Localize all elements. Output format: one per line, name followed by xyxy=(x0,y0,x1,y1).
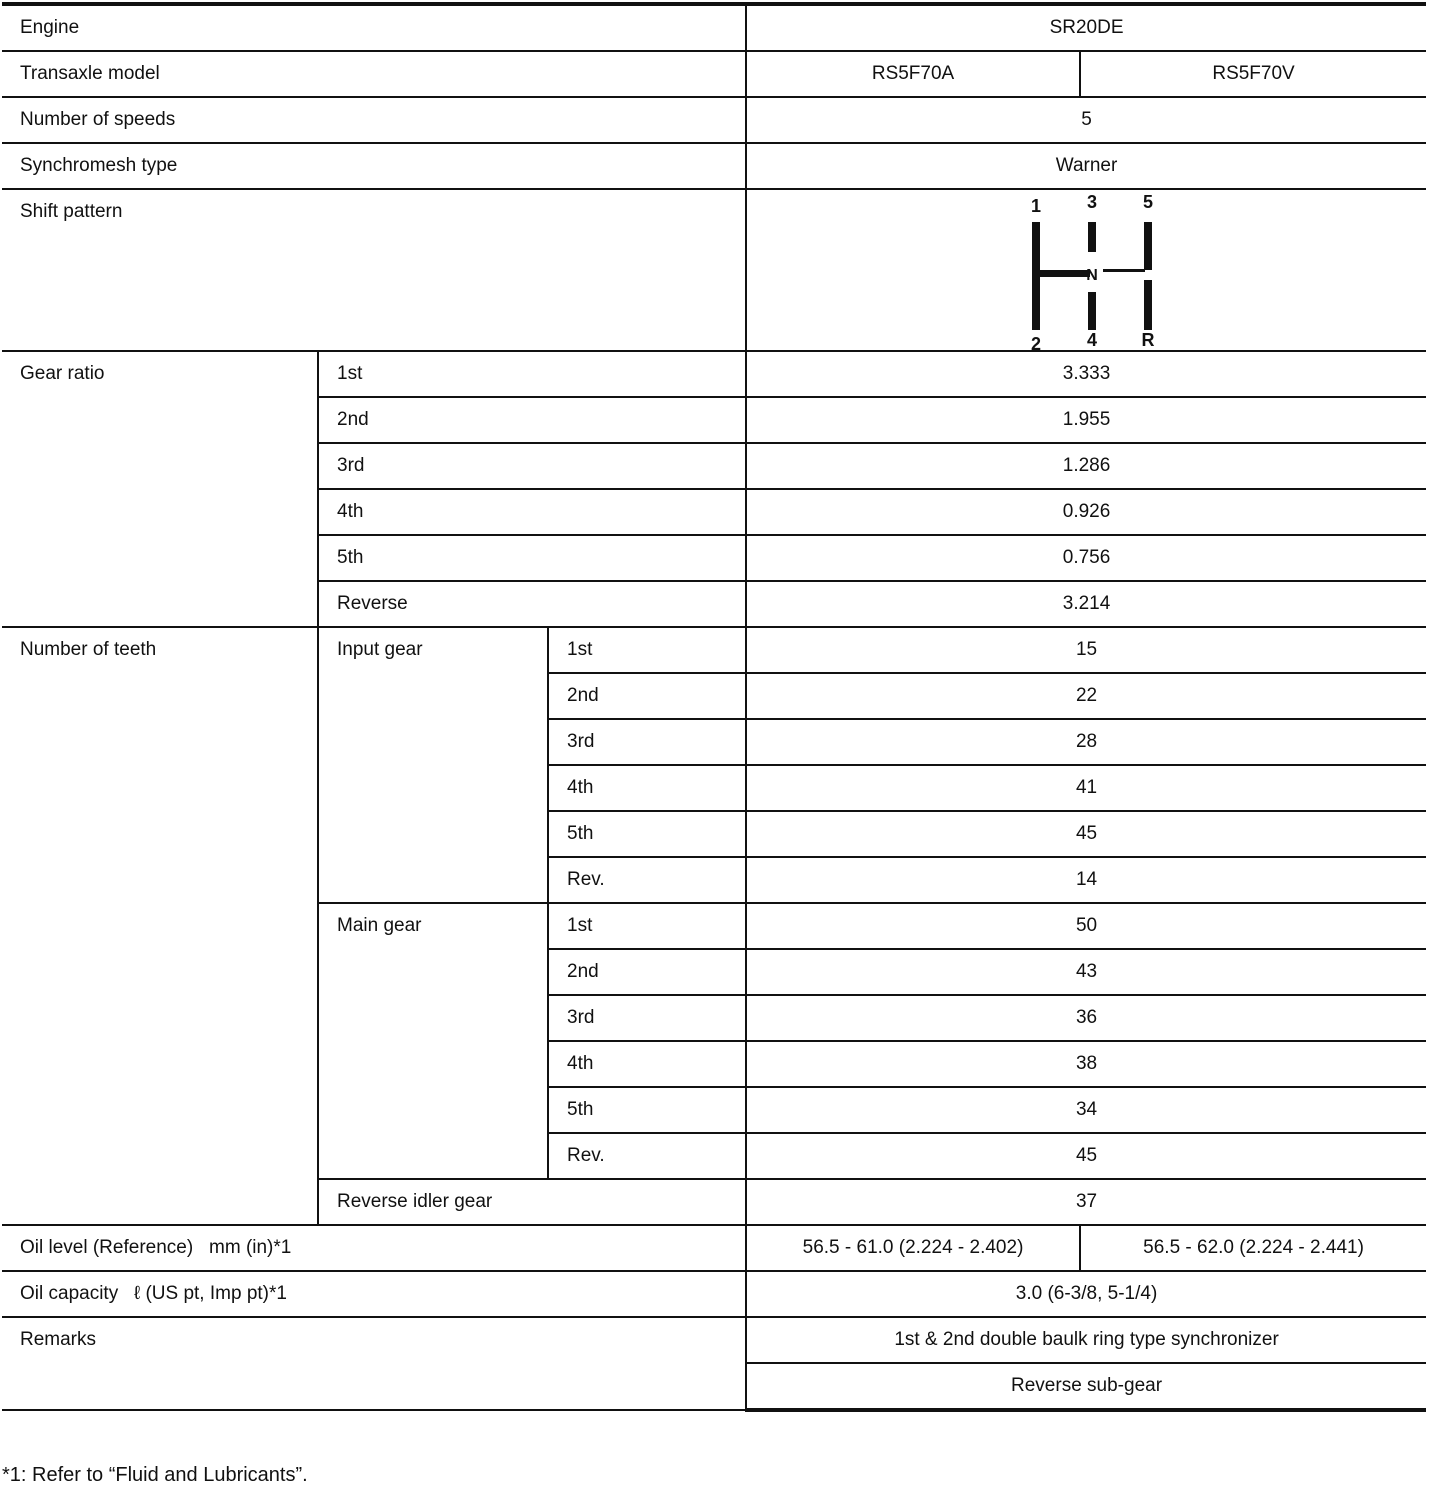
gate-link-right xyxy=(1103,269,1145,272)
oil-capacity-label: Oil capacity ℓ (US pt, Imp pt)*1 xyxy=(2,1271,746,1317)
reverse-idler-value: 37 xyxy=(746,1179,1426,1225)
input-gear-gear: Rev. xyxy=(548,857,746,903)
gear-ratio-gear: 1st xyxy=(318,351,746,397)
main-gear-gear: 5th xyxy=(548,1087,746,1133)
gear-ratio-label: Gear ratio xyxy=(2,351,318,627)
speeds-value: 5 xyxy=(746,97,1426,143)
oil-level-row xyxy=(2,1225,1426,1271)
shift-label-3: 3 xyxy=(1086,192,1097,212)
main-gear-gear: 1st xyxy=(548,903,746,949)
shift-pattern-label: Shift pattern xyxy=(2,189,746,351)
gate-r xyxy=(1144,280,1152,330)
remarks-row xyxy=(2,1317,1426,1363)
input-gear-gear: 5th xyxy=(548,811,746,857)
shift-label-n: N xyxy=(1085,267,1098,284)
main-gear-label: Main gear xyxy=(318,903,548,1179)
gear-ratio-value: 0.926 xyxy=(746,489,1426,535)
shift-pattern-diagram xyxy=(997,190,1177,350)
gear-ratio-gear: 5th xyxy=(318,535,746,581)
main-gear-gear: 2nd xyxy=(548,949,746,995)
gate-5 xyxy=(1144,222,1152,270)
gate-4 xyxy=(1088,292,1096,330)
shift-pattern-cell xyxy=(746,189,1426,351)
input-gear-value: 41 xyxy=(746,765,1426,811)
footnote: *1: Refer to “Fluid and Lubricants”. xyxy=(2,1464,308,1486)
shift-label-1: 1 xyxy=(1030,196,1041,216)
main-gear-value: 38 xyxy=(746,1041,1426,1087)
gate-3 xyxy=(1088,222,1096,252)
main-gear-value: 34 xyxy=(746,1087,1426,1133)
transaxle-model-a: RS5F70A xyxy=(746,51,1080,97)
gear-ratio-value: 0.756 xyxy=(746,535,1426,581)
input-gear-value: 14 xyxy=(746,857,1426,903)
main-gear-value: 43 xyxy=(746,949,1426,995)
gear-ratio-value: 1.955 xyxy=(746,397,1426,443)
teeth-label: Number of teeth xyxy=(2,627,318,1225)
oil-capacity-row xyxy=(2,1271,1426,1317)
oil-level-label: Oil level (Reference) mm (in)*1 xyxy=(2,1225,746,1271)
main-gear-gear: Rev. xyxy=(548,1133,746,1179)
gear-ratio-value: 3.333 xyxy=(746,351,1426,397)
gate-1-2 xyxy=(1032,222,1040,330)
main-gear-value: 50 xyxy=(746,903,1426,949)
reverse-idler-label: Reverse idler gear xyxy=(318,1179,746,1225)
shift-label-2: 2 xyxy=(1030,334,1041,350)
speeds-label: Number of speeds xyxy=(2,97,746,143)
main-gear-value: 45 xyxy=(746,1133,1426,1179)
speeds-row xyxy=(2,97,1426,143)
gear-ratio-gear: 2nd xyxy=(318,397,746,443)
input-gear-value: 45 xyxy=(746,811,1426,857)
gear-ratio-gear: Reverse xyxy=(318,581,746,627)
synchromesh-value: Warner xyxy=(746,143,1426,189)
main-gear-value: 36 xyxy=(746,995,1426,1041)
synchromesh-label: Synchromesh type xyxy=(2,143,746,189)
teeth-row xyxy=(2,627,1426,673)
input-gear-label: Input gear xyxy=(318,627,548,903)
input-gear-value: 15 xyxy=(746,627,1426,673)
input-gear-gear: 1st xyxy=(548,627,746,673)
transaxle-row xyxy=(2,51,1426,97)
shift-label-5: 5 xyxy=(1142,192,1153,212)
engine-row xyxy=(2,4,1426,51)
transaxle-label: Transaxle model xyxy=(2,51,746,97)
input-gear-value: 22 xyxy=(746,673,1426,719)
gear-ratio-value: 1.286 xyxy=(746,443,1426,489)
input-gear-gear: 4th xyxy=(548,765,746,811)
shift-pattern-row xyxy=(2,189,1426,351)
gear-ratio-row xyxy=(2,351,1426,397)
engine-label: Engine xyxy=(2,4,746,51)
shift-label-4: 4 xyxy=(1086,330,1097,350)
gate-link-left xyxy=(1040,270,1090,277)
main-gear-gear: 4th xyxy=(548,1041,746,1087)
remarks-item: 1st & 2nd double baulk ring type synchronizer xyxy=(746,1317,1426,1363)
oil-level-value-v: 56.5 - 62.0 (2.224 - 2.441) xyxy=(1080,1225,1426,1271)
oil-level-value-a: 56.5 - 61.0 (2.224 - 2.402) xyxy=(746,1225,1080,1271)
input-gear-gear: 3rd xyxy=(548,719,746,765)
input-gear-gear: 2nd xyxy=(548,673,746,719)
main-gear-gear: 3rd xyxy=(548,995,746,1041)
synchromesh-row xyxy=(2,143,1426,189)
shift-label-r: R xyxy=(1141,330,1155,350)
gear-ratio-value: 3.214 xyxy=(746,581,1426,627)
oil-capacity-value: 3.0 (6-3/8, 5-1/4) xyxy=(746,1271,1426,1317)
input-gear-value: 28 xyxy=(746,719,1426,765)
remarks-label: Remarks xyxy=(2,1317,746,1410)
transaxle-model-v: RS5F70V xyxy=(1080,51,1426,97)
remarks-item: Reverse sub-gear xyxy=(746,1363,1426,1410)
spec-table xyxy=(2,2,1426,1412)
gear-ratio-gear: 3rd xyxy=(318,443,746,489)
gear-ratio-gear: 4th xyxy=(318,489,746,535)
engine-value: SR20DE xyxy=(746,4,1426,51)
